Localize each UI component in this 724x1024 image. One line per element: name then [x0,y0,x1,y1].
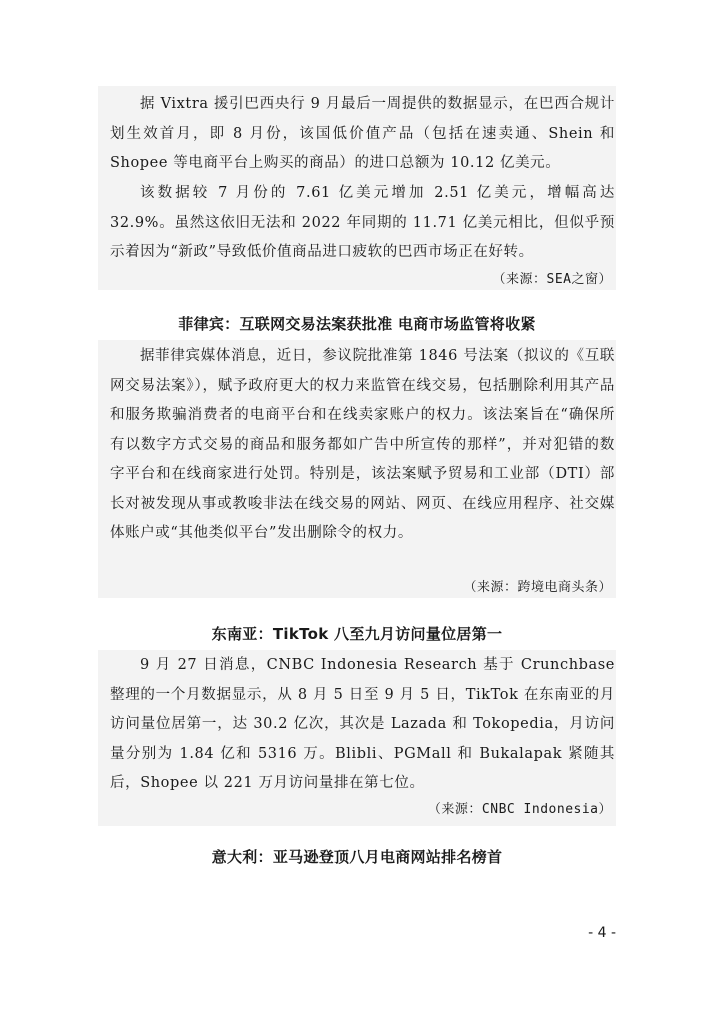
article1-paragraph-1: 据 Vixtra 援引巴西央行 9 月最后一周提供的数据显示，在巴西合规计划生效首月，即 8 月份，该国低价值产品（包括在速卖通、Shein 和 Shopee 等电商平台上购买的商品）的进口总额为 10.12 亿美元。 [110,96,615,171]
article2-paragraph: 据菲律宾媒体消息，近日，参议院批准第 1846 号法案（拟议的《互联网交易法案》），赋予政府更大的权力来监管在线交易，包括删除利用其产品和服务欺骗消费者的电商平台和在线卖家账户的权力。该法案旨在“确保所有以数字方式交易的商品和服务都如广告中所宣传的那样”，并对犯错的数字平台和在线商家进行处罚。特别是，该法案赋予贸易和工业部（DTI）部长对被发现从事或教唆非法在线交易的网站、网页、在线应用程序、社交媒体账户或“其他类似平台”发出删除令的权力。 [110,348,615,541]
article3-paragraph: 9 月 27 日消息，CNBC Indonesia Research 基于 Crunchbase 整理的一个月数据显示，从 8 月 5 日至 9 月 5 日，TikTok 在东南亚的月访问量位居第一，达 30.2 亿次，其次是 Lazada 和 Tokopedia，月访问量分别为 1.84 亿和 5316 万。Blibli、PGMall 和 Bukalapak 紧随其后，Shopee 以 221 万月访问量排在第七位。 [110,657,615,791]
article1-source: （来源：SEA之窗） [492,272,612,287]
article4-heading: 意大利：亚马逊登顶八月电商网站排名榜首 [211,848,503,866]
article2-heading: 菲律宾：互联网交易法案获批准 电商市场监管将收紧 [178,315,536,333]
article1-paragraph-2: 该数据较 7 月份的 7.61 亿美元增加 2.51 亿美元，增幅高达 32.9%。虽然这依旧无法和 2022 年同期的 11.71 亿美元相比，但似乎预示着因为“新政”导致低价值商品进口疲软的巴西市场正在好转。 [110,185,615,260]
article3-source: （来源：CNBC Indonesia） [427,802,612,817]
page-number: - 4 - [588,925,616,941]
article3-heading: 东南亚：TikTok 八至九月访问量位居第一 [211,625,503,643]
article2-source: （来源：跨境电商头条） [463,580,612,595]
